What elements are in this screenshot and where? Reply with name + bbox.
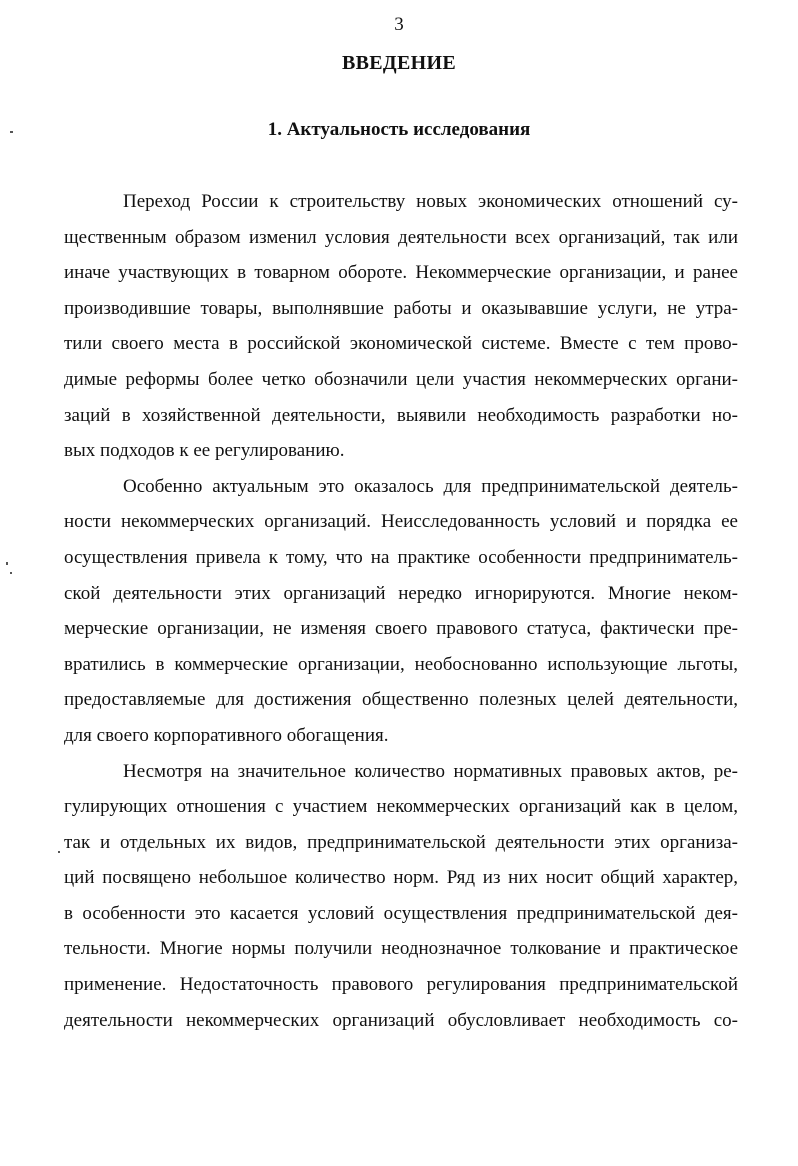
text-line: осуществления привела к тому, что на практике особенности предприниматель-	[64, 546, 738, 568]
text-line: Особенно актуальным это оказалось для предпринимательской деятель-	[123, 475, 738, 497]
body-text	[64, 184, 738, 1038]
text-line: тили своего места в российской экономической системе. Вместе с тем прово-	[64, 333, 738, 355]
text-line: щественным образом изменил условия деятельности всех организаций, так или	[64, 226, 738, 248]
text-line: тельности. Многие нормы получили неоднозначное толкование и практическое	[64, 938, 738, 960]
text-line: вратились в коммерческие организации, необоснованно использующие льготы,	[64, 653, 738, 675]
text-line: мерческие организации, не изменяя своего правового статуса, фактически пре-	[64, 618, 738, 640]
scan-speck	[10, 572, 12, 574]
text-line: ности некоммерческих организаций. Неисследованность условий и порядка ее	[64, 511, 738, 533]
scan-speck	[6, 562, 8, 565]
text-line: в особенности это касается условий осуществления предпринимательской дея-	[64, 902, 738, 924]
text-line: предоставляемые для достижения общественно полезных целей деятельности,	[64, 689, 738, 711]
text-line: для своего корпоративного обогащения.	[64, 724, 389, 746]
chapter-title: ВВЕДЕНИЕ	[342, 52, 456, 74]
paragraph-3	[64, 754, 738, 1039]
text-line: заций в хозяйственной деятельности, выявили необходимость разработки но-	[64, 404, 738, 426]
text-line: димые реформы более четко обозначили цели участия некоммерческих органи-	[64, 368, 738, 390]
page-number: 3	[394, 14, 404, 35]
text-line: вых подходов к ее регулированию.	[64, 440, 345, 462]
text-line: производившие товары, выполнявшие работы и оказывавшие услуги, не утра-	[64, 297, 738, 319]
paragraph-1	[64, 184, 738, 469]
text-line: иначе участвующих в товарном обороте. Некоммерческие организации, и ранее	[64, 262, 738, 284]
text-line: Переход России к строительству новых экономических отношений су-	[123, 191, 738, 212]
text-line: гулирующих отношения с участием некоммерческих организаций как в целом,	[64, 796, 738, 818]
scan-speck	[58, 851, 60, 853]
section-title: 1. Актуальность исследования	[267, 119, 531, 140]
text-line: применение. Недостаточность правового регулирования предпринимательской	[64, 974, 738, 996]
paragraph-2	[64, 469, 738, 754]
text-line: ций посвящено небольшое количество норм. Ряд из них носит общий характер,	[64, 867, 738, 889]
text-line: деятельности некоммерческих организаций обусловливает необходимость со-	[64, 1009, 738, 1031]
text-line: ской деятельности этих организаций нередко игнорируются. Многие неком-	[64, 582, 738, 604]
text-line: Несмотря на значительное количество нормативных правовых актов, ре-	[123, 760, 738, 782]
scan-speck	[10, 131, 13, 133]
text-line: так и отдельных их видов, предпринимательской деятельности этих организа-	[64, 831, 738, 853]
